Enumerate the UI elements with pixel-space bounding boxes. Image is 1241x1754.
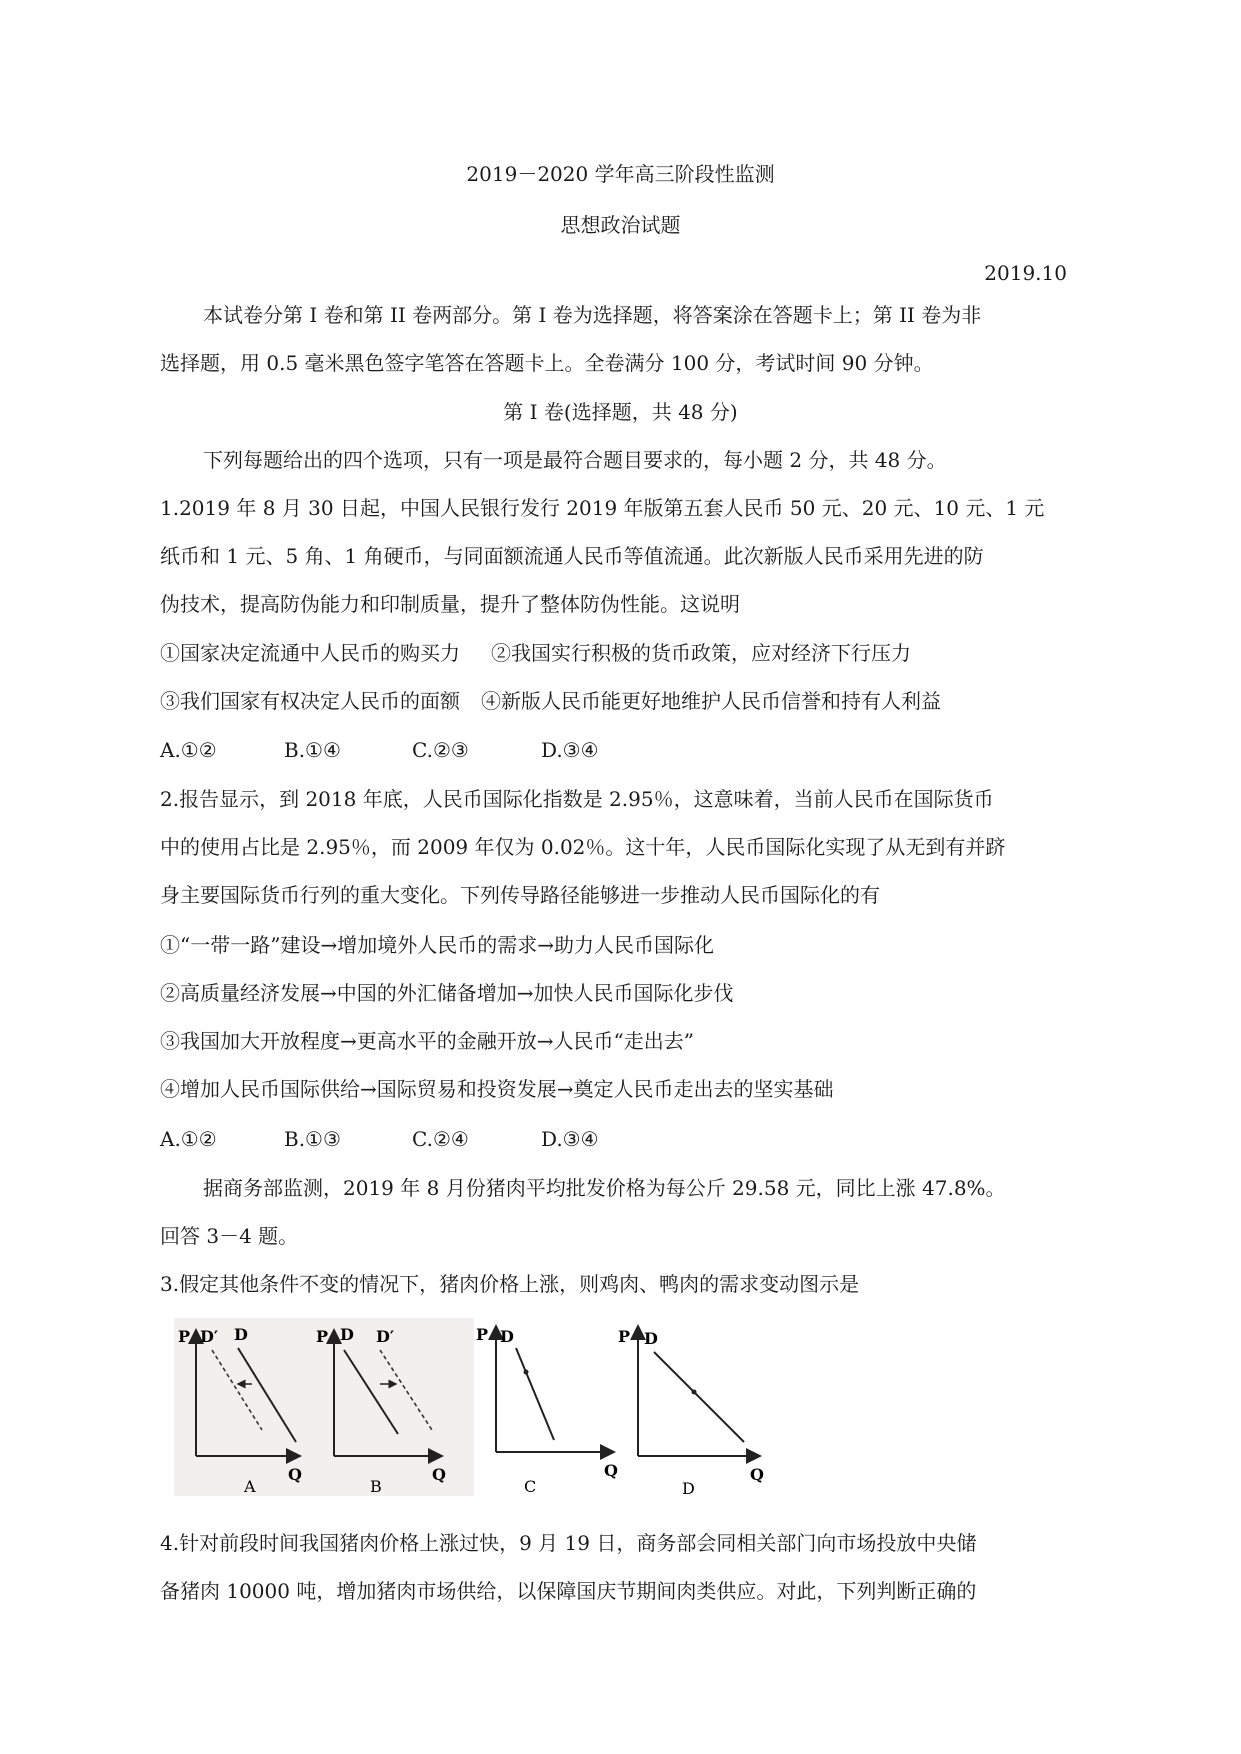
question-text-line: 中的使用占比是 2.95％，而 2009 年仅为 0.02％。这十年，人民币国际化实现了从无到有并跻 bbox=[160, 835, 1006, 859]
demand-curve-figure bbox=[174, 1318, 834, 1496]
curve-label-d: D bbox=[340, 1325, 354, 1344]
choice-a: A.①② bbox=[160, 1127, 217, 1151]
curve-label-d: D bbox=[500, 1327, 514, 1346]
axis-label-p: P bbox=[316, 1327, 329, 1346]
demand-curve-d bbox=[654, 1352, 744, 1442]
question-text-line: 2.报告显示，到 2018 年底，人民币国际化指数是 2.95％，这意味着，当前人民币在国际货币 bbox=[160, 787, 994, 811]
statement-4: ④增加人民币国际供给→国际贸易和投资发展→奠定人民币走出去的坚实基础 bbox=[160, 1077, 834, 1101]
material-line-1: 据商务部监测，2019 年 8 月份猪肉平均批发价格为每公斤 29.58 元，同比上涨 47.8%。 bbox=[203, 1176, 1006, 1200]
panel-label: D bbox=[682, 1479, 695, 1496]
panel-c bbox=[476, 1325, 618, 1496]
choice-a: A.①② bbox=[160, 738, 217, 762]
exam-title: 2019－2020 学年高三阶段性监测 bbox=[466, 162, 775, 186]
axis-label-q: Q bbox=[604, 1461, 618, 1480]
question-text-line: 纸币和 1 元、5 角、1 角硬币，与同面额流通人民币等值流通。此次新版人民币采用先进的防 bbox=[160, 544, 984, 568]
exam-subject: 思想政治试题 bbox=[560, 213, 681, 237]
statement-3: ③我国加大开放程度→更高水平的金融开放→人民币“走出去” bbox=[160, 1029, 694, 1053]
panel-d bbox=[618, 1327, 764, 1496]
choice-d: D.③④ bbox=[541, 738, 599, 762]
question-text-line: 备猪肉 10000 吨，增加猪肉市场供给，以保障国庆节期间肉类供应。对此，下列判断正确的 bbox=[160, 1579, 977, 1603]
choice-c: C.②③ bbox=[412, 738, 469, 762]
curve-label-d-prime: D′ bbox=[376, 1327, 395, 1346]
statement-1: ①国家决定流通中人民币的购买力 bbox=[160, 641, 460, 665]
statement-1: ①“一带一路”建设→增加境外人民币的需求→助力人民币国际化 bbox=[160, 933, 714, 957]
axis-label-q: Q bbox=[432, 1465, 446, 1484]
choice-b: B.①④ bbox=[284, 738, 341, 762]
axis-label-p: P bbox=[178, 1327, 191, 1346]
instructions-line-2: 选择题，用 0.5 毫米黑色签字笔答在答题卡上。全卷满分 100 分，考试时间 90 分钟。 bbox=[160, 351, 934, 375]
material-line-2: 回答 3－4 题。 bbox=[160, 1224, 299, 1248]
question-text-line: 伪技术，提高防伪能力和印制质量，提升了整体防伪性能。这说明 bbox=[160, 592, 740, 616]
panel-label: A bbox=[244, 1477, 256, 1496]
question-3-text: 3.假定其他条件不变的情况下，猪肉价格上涨，则鸡肉、鸭肉的需求变动图示是 bbox=[160, 1272, 860, 1296]
curve-label-d-prime: D′ bbox=[200, 1327, 219, 1346]
axis-label-q: Q bbox=[288, 1465, 302, 1484]
axis-label-q: Q bbox=[750, 1465, 764, 1484]
curve-point bbox=[692, 1390, 697, 1395]
choice-c: C.②④ bbox=[412, 1127, 469, 1151]
instructions-line-1: 本试卷分第 I 卷和第 II 卷两部分。第 I 卷为选择题，将答案涂在答题卡上；第 II 卷为非 bbox=[203, 303, 982, 327]
curve-point bbox=[524, 1370, 529, 1375]
statement-2: ②我国实行积极的货币政策，应对经济下行压力 bbox=[491, 641, 911, 665]
axis-label-p: P bbox=[618, 1327, 631, 1346]
curve-label-d: D bbox=[644, 1329, 658, 1348]
question-text-line: 4.针对前段时间我国猪肉价格上涨过快，9 月 19 日，商务部会同相关部门向市场投放中央储 bbox=[160, 1531, 977, 1555]
panel-label: B bbox=[370, 1477, 382, 1496]
question-text-line: 身主要国际货币行列的重大变化。下列传导路径能够进一步推动人民币国际化的有 bbox=[160, 883, 880, 907]
exam-date: 2019.10 bbox=[984, 261, 1067, 285]
demand-curve-d bbox=[516, 1348, 554, 1440]
curve-label-d: D bbox=[234, 1325, 248, 1344]
statement-2: ②高质量经济发展→中国的外汇储备增加→加快人民币国际化步伐 bbox=[160, 981, 734, 1005]
choice-d: D.③④ bbox=[541, 1127, 599, 1151]
question-text-line: 1.2019 年 8 月 30 日起，中国人民银行发行 2019 年版第五套人民币 50 元、20 元、10 元、1 元 bbox=[160, 496, 1045, 520]
axis-label-p: P bbox=[476, 1325, 489, 1344]
choice-b: B.①③ bbox=[284, 1127, 341, 1151]
section-title: 第 I 卷(选择题，共 48 分) bbox=[503, 400, 738, 424]
section-note: 下列每题给出的四个选项，只有一项是最符合题目要求的，每小题 2 分，共 48 分。 bbox=[203, 448, 947, 472]
statement-3: ③我们国家有权决定人民币的面额 bbox=[160, 689, 460, 713]
statement-4: ④新版人民币能更好地维护人民币信誉和持有人利益 bbox=[481, 689, 941, 713]
panel-label: C bbox=[524, 1477, 537, 1496]
